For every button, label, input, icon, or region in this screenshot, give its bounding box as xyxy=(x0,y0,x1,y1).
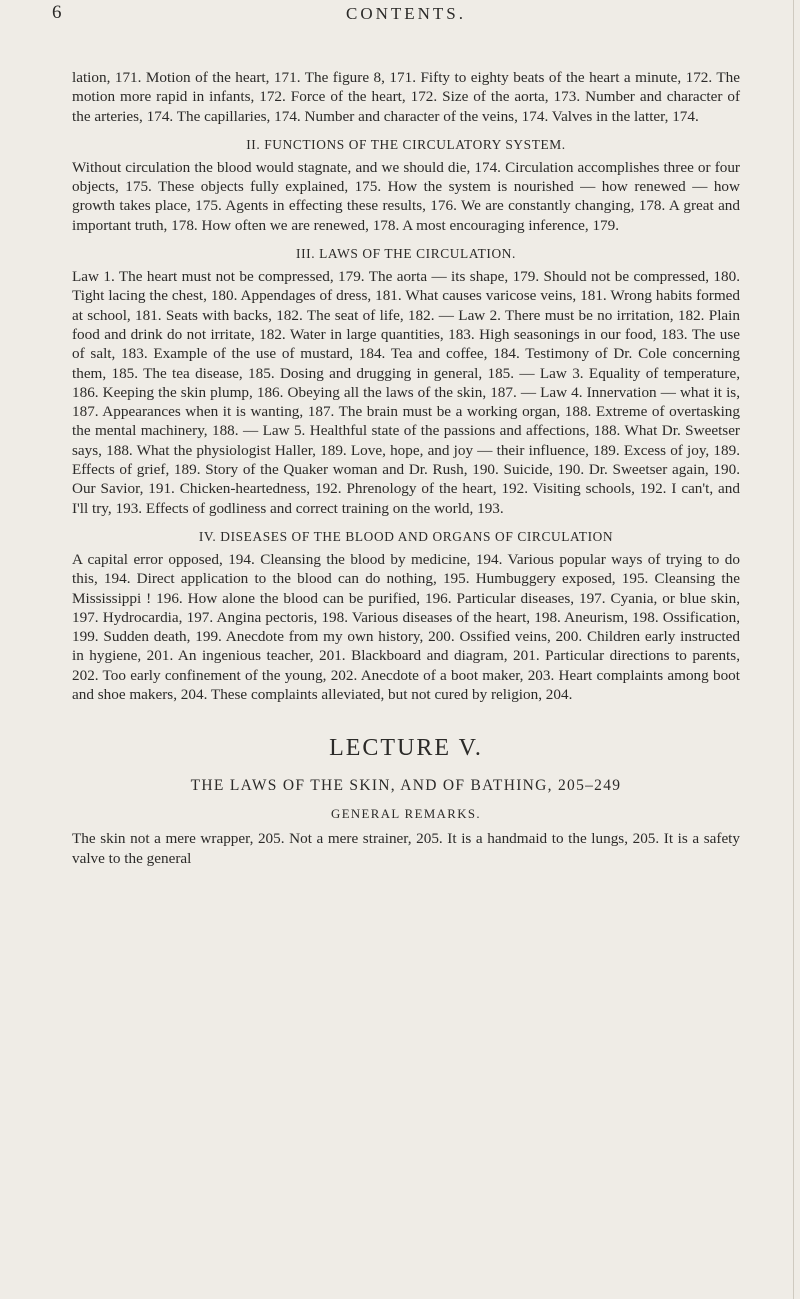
section-heading-laws: III. LAWS OF THE CIRCULATION. xyxy=(296,246,516,262)
running-head xyxy=(52,0,740,64)
page-number: 6 xyxy=(52,2,64,23)
running-head-title: CONTENTS. xyxy=(345,4,467,23)
section-heading-functions: II. FUNCTIONS OF THE CIRCULATORY SYSTEM. xyxy=(246,136,566,152)
paragraph-diseases: A capital error opposed, 194. Cleansing the blood by medicine, 194. Various popular ways of trying to do this, 194. Direct application to the blood can do nothing, 195. Humbuggery exposed, 195. Cleansing the Mississippi ! 196. How alone the blood can be purified, 196. Particular diseases, 197. Cyania, or blue skin, 197. Hydrocardia, 197. Angina pectoris, 198. Various diseases of the heart, 198. Aneurism, 198. Ossification, 199. Sudden death, 199. Anecdote from my own history, 200. Ossified veins, 200. Children early instructed in hygiene, 201. An ingenious teacher, 201. Blackboard and diagram, 201. Particular directions to parents, 202. Too early confinement of the young, 202. Anecdote of a boot maker, 203. Heart complaints among boot and shoe makers, 204. These complaints alleviated, but not cured by religion, 204. xyxy=(72,550,740,704)
paragraph-anatomy-continued: lation, 171. Motion of the heart, 171. The figure 8, 171. Fifty to eighty beats of the heart a minute, 172. The motion more rapid in infants, 172. Force of the heart, 172. Size of the aorta, 173. Number and character of the arteries, 174. The capillaries, 174. Number and character of the veins, 174. Valves in the latter, 174. xyxy=(72,69,740,125)
paragraph-functions: Without circulation the blood would stagnate, and we should die, 174. Circulation accomplishes three or four objects, 175. These objects fully explained, 175. How the system is nourished — how renewed — how growth takes place, 175. Agents in effecting these results, 176. We are constantly changing, 178. A great and important truth, 178. How often we are renewed, 178. A most encouraging inference, 179. xyxy=(72,158,740,234)
page-edge-line xyxy=(793,0,794,1299)
general-remarks-heading: GENERAL REMARKS. xyxy=(331,807,481,822)
paragraph-laws: Law 1. The heart must not be compressed, 179. The aorta — its shape, 179. Should not be compressed, 180. Tight lacing the chest, 180. Appendages of dress, 181. What causes varicose veins, 181. Wrong habits formed at school, 181. Seats with backs, 182. The seat of life, 182. — Law 2. There must be no irritation, 182. Plain food and drink do not irritate, 182. Water in large quantities, 183. High seasonings in our food, 183. The use of salt, 183. Example of the use of mustard, 184. Tea and coffee, 184. Testimony of Dr. Cole concerning them, 185. The tea disease, 185. Dosing and drugging in general, 185. — Law 3. Equality of temperature, 186. Keeping the skin plump, 186. Obeying all the laws of the skin, 187. — Law 4. Innervation — what it is, 187. Appearances when it is wanting, 187. The brain must be a working organ, 188. Extreme of overtasking the mental machinery, 188. — Law 5. Healthful state of the passions and affections, 188. What Dr. Sweetser says, 188. What the physiologist Haller, 189. Love, hope, and joy — their influence, 189. Excess of joy, 189. Effects of grief, 189. Story of the Quaker woman and Dr. Rush, 190. Suicide, 190. Dr. Sweetser again, 190. Our Savior, 191. Chicken-heartedness, 192. Phrenology of the heart, 192. Visiting schools, 192. I can't, and I'll try, 193. Effects of godliness and correct training on the world, 193. xyxy=(72,268,740,517)
lecture-subtitle: THE LAWS OF THE SKIN, AND OF BATHING, 205–249 xyxy=(190,777,622,795)
lecture-title: LECTURE V. xyxy=(329,735,483,762)
paragraph-general-remarks: The skin not a mere wrapper, 205. Not a mere strainer, 205. It is a handmaid to the lungs, 205. It is a safety valve to the general xyxy=(72,830,740,867)
section-heading-diseases: IV. DISEASES OF THE BLOOD AND ORGANS OF CIRCULATION xyxy=(198,528,614,544)
